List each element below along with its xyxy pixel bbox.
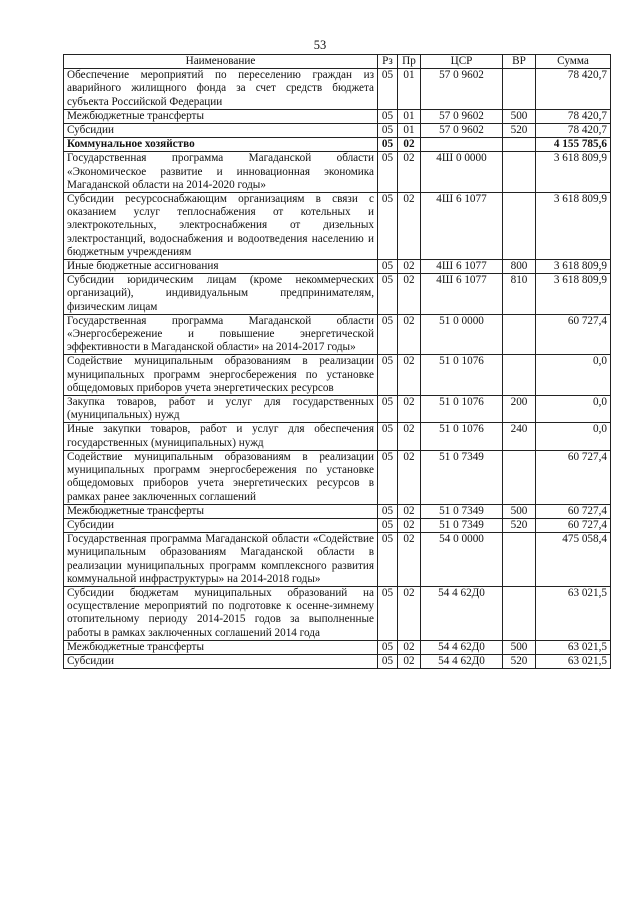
cell-name: Государственная программа Магаданской области «Содействие муниципальным образованиям Магаданской области в реализации муниципальных программ комплексного развития коммунальной инфраструктуры» на 2014-2018 годы»	[64, 533, 378, 587]
cell-vr: 520	[503, 124, 536, 138]
cell-rz: 05	[378, 314, 398, 355]
table-row	[64, 193, 611, 260]
cell-name: Субсидии юридическим лицам (кроме некоммерческих организаций), индивидуальным предпринимателям, физическим лицам	[64, 274, 378, 315]
cell-csr: 57 0 9602	[421, 109, 503, 123]
cell-vr	[503, 193, 536, 260]
cell-sum: 63 021,5	[536, 586, 611, 640]
cell-rz: 05	[378, 138, 398, 152]
cell-pr: 01	[398, 69, 421, 110]
cell-csr: 57 0 9602	[421, 69, 503, 110]
table-row	[64, 138, 611, 152]
table-row	[64, 423, 611, 450]
cell-vr	[503, 355, 536, 396]
cell-vr	[503, 314, 536, 355]
cell-rz: 05	[378, 274, 398, 315]
cell-sum: 0,0	[536, 396, 611, 423]
page-number: 53	[313, 38, 327, 52]
cell-vr: 800	[503, 260, 536, 274]
cell-sum: 4 155 785,6	[536, 138, 611, 152]
cell-csr: 51 0 1076	[421, 423, 503, 450]
cell-pr: 02	[398, 533, 421, 587]
table-row	[64, 450, 611, 504]
table-row	[64, 518, 611, 532]
cell-pr: 02	[398, 450, 421, 504]
cell-vr	[503, 450, 536, 504]
cell-pr: 02	[398, 314, 421, 355]
table-row	[64, 533, 611, 587]
cell-rz: 05	[378, 69, 398, 110]
cell-csr: 51 0 7349	[421, 518, 503, 532]
cell-vr	[503, 152, 536, 193]
cell-sum: 60 727,4	[536, 504, 611, 518]
cell-rz: 05	[378, 423, 398, 450]
cell-vr: 520	[503, 518, 536, 532]
cell-rz: 05	[378, 450, 398, 504]
cell-vr	[503, 533, 536, 587]
cell-csr: 57 0 9602	[421, 124, 503, 138]
cell-csr: 51 0 1076	[421, 355, 503, 396]
cell-vr: 810	[503, 274, 536, 315]
table-header	[64, 55, 611, 69]
cell-pr: 02	[398, 193, 421, 260]
cell-name: Обеспечение мероприятий по переселению граждан из аварийного жилищного фонда за счет средств бюджета субъекта Российской Федерации	[64, 69, 378, 110]
table-row	[64, 69, 611, 110]
cell-sum: 78 420,7	[536, 69, 611, 110]
cell-name: Субсидии ресурсоснабжающим организациям в связи с оказанием услуг теплоснабжения от котельных и электрокотельных, электроснабжения от дизельных электростанций, водоснабжения и водоотведения населению и бюджетным учреждениям	[64, 193, 378, 260]
cell-name: Государственная программа Магаданской области «Энергосбережение и повышение энергетической эффективности в Магаданской области» на 2014-2017 годы»	[64, 314, 378, 355]
cell-sum: 475 058,4	[536, 533, 611, 587]
cell-sum: 3 618 809,9	[536, 260, 611, 274]
cell-name: Содействие муниципальным образованиям в реализации муниципальных программ энергосбережения по установке общедомовых приборов учета энергетических ресурсов	[64, 355, 378, 396]
header-rz: Рз	[378, 55, 398, 69]
cell-pr: 02	[398, 504, 421, 518]
cell-pr: 02	[398, 654, 421, 668]
header-pr: Пр	[398, 55, 421, 69]
cell-vr: 200	[503, 396, 536, 423]
cell-name: Межбюджетные трансферты	[64, 109, 378, 123]
cell-csr: 4Ш 6 1077	[421, 274, 503, 315]
cell-csr	[421, 138, 503, 152]
cell-rz: 05	[378, 260, 398, 274]
cell-sum: 3 618 809,9	[536, 274, 611, 315]
cell-name: Закупка товаров, работ и услуг для государственных (муниципальных) нужд	[64, 396, 378, 423]
cell-rz: 05	[378, 152, 398, 193]
cell-name: Субсидии	[64, 654, 378, 668]
table-row	[64, 109, 611, 123]
table-row	[64, 586, 611, 640]
cell-sum: 63 021,5	[536, 654, 611, 668]
cell-sum: 60 727,4	[536, 518, 611, 532]
table-row	[64, 654, 611, 668]
cell-name: Иные бюджетные ассигнования	[64, 260, 378, 274]
cell-sum: 3 618 809,9	[536, 152, 611, 193]
header-vr: ВР	[503, 55, 536, 69]
cell-pr: 01	[398, 124, 421, 138]
table-row	[64, 504, 611, 518]
header-name: Наименование	[64, 55, 378, 69]
cell-sum: 0,0	[536, 423, 611, 450]
header-csr: ЦСР	[421, 55, 503, 69]
cell-sum: 60 727,4	[536, 450, 611, 504]
table-row	[64, 152, 611, 193]
cell-rz: 05	[378, 586, 398, 640]
cell-name: Межбюджетные трансферты	[64, 640, 378, 654]
cell-csr: 4Ш 6 1077	[421, 260, 503, 274]
cell-sum: 78 420,7	[536, 124, 611, 138]
table-row	[64, 314, 611, 355]
table-body	[64, 69, 611, 669]
table-row	[64, 124, 611, 138]
table-row	[64, 396, 611, 423]
header-row	[64, 55, 611, 69]
cell-pr: 02	[398, 138, 421, 152]
cell-csr: 51 0 7349	[421, 504, 503, 518]
cell-csr: 51 0 0000	[421, 314, 503, 355]
cell-pr: 02	[398, 260, 421, 274]
cell-rz: 05	[378, 355, 398, 396]
cell-vr: 500	[503, 640, 536, 654]
cell-pr: 02	[398, 518, 421, 532]
cell-pr: 02	[398, 274, 421, 315]
cell-csr: 51 0 7349	[421, 450, 503, 504]
cell-rz: 05	[378, 533, 398, 587]
table-row	[64, 355, 611, 396]
cell-csr: 54 4 62Д0	[421, 586, 503, 640]
cell-rz: 05	[378, 518, 398, 532]
cell-pr: 01	[398, 109, 421, 123]
cell-name: Межбюджетные трансферты	[64, 504, 378, 518]
budget-table	[63, 54, 611, 669]
cell-rz: 05	[378, 640, 398, 654]
cell-name: Коммунальное хозяйство	[64, 138, 378, 152]
cell-vr	[503, 69, 536, 110]
cell-name: Иные закупки товаров, работ и услуг для обеспечения государственных (муниципальных) нужд	[64, 423, 378, 450]
cell-csr: 54 0 0000	[421, 533, 503, 587]
cell-name: Субсидии	[64, 518, 378, 532]
table-row	[64, 640, 611, 654]
cell-sum: 78 420,7	[536, 109, 611, 123]
cell-csr: 4Ш 6 1077	[421, 193, 503, 260]
header-sum: Сумма	[536, 55, 611, 69]
cell-sum: 60 727,4	[536, 314, 611, 355]
cell-vr: 500	[503, 109, 536, 123]
cell-rz: 05	[378, 504, 398, 518]
cell-rz: 05	[378, 193, 398, 260]
cell-pr: 02	[398, 396, 421, 423]
cell-pr: 02	[398, 152, 421, 193]
cell-csr: 54 4 62Д0	[421, 654, 503, 668]
cell-name: Содействие муниципальным образованиям в реализации муниципальных программ энергосбережения по установке общедомовых приборов учета энергетических ресурсов в рамках ранее заключенных соглашений	[64, 450, 378, 504]
cell-rz: 05	[378, 396, 398, 423]
cell-pr: 02	[398, 423, 421, 450]
cell-vr: 500	[503, 504, 536, 518]
cell-vr: 240	[503, 423, 536, 450]
cell-rz: 05	[378, 654, 398, 668]
cell-pr: 02	[398, 355, 421, 396]
cell-csr: 51 0 1076	[421, 396, 503, 423]
table-row	[64, 274, 611, 315]
cell-rz: 05	[378, 109, 398, 123]
cell-name: Субсидии бюджетам муниципальных образований на осуществление мероприятий по подготовке к осенне-зимнему отопительному периоду 2014-2015 годов за выполненные работы в рамках заключенных соглашений 2014 года	[64, 586, 378, 640]
cell-sum: 63 021,5	[536, 640, 611, 654]
cell-sum: 0,0	[536, 355, 611, 396]
table-row	[64, 260, 611, 274]
cell-csr: 54 4 62Д0	[421, 640, 503, 654]
cell-pr: 02	[398, 640, 421, 654]
cell-rz: 05	[378, 124, 398, 138]
cell-csr: 4Ш 0 0000	[421, 152, 503, 193]
cell-name: Государственная программа Магаданской области «Экономическое развитие и инновационная экономика Магаданской области на 2014-2020 годы»	[64, 152, 378, 193]
cell-vr	[503, 586, 536, 640]
cell-sum: 3 618 809,9	[536, 193, 611, 260]
cell-pr: 02	[398, 586, 421, 640]
cell-vr	[503, 138, 536, 152]
cell-name: Субсидии	[64, 124, 378, 138]
cell-vr: 520	[503, 654, 536, 668]
